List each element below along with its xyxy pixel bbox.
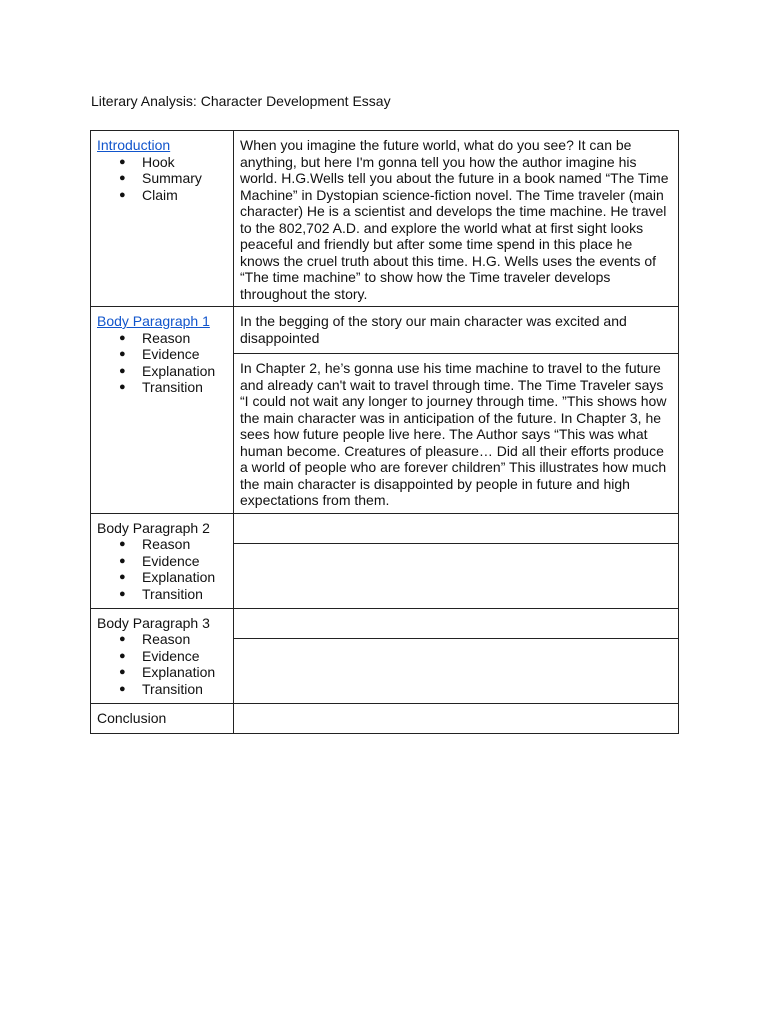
body-paragraph-3-top-cell[interactable] (234, 608, 679, 638)
body-paragraph-2-bottom-cell[interactable] (234, 543, 679, 608)
bullet-transition: ● Transition (119, 379, 229, 396)
bullet-evidence: ● Evidence (119, 553, 229, 570)
bullet-summary: ● Summary (119, 170, 229, 187)
body-paragraph-2-bullet-list (97, 536, 229, 602)
body-paragraph-2-row (91, 513, 679, 543)
conclusion-section-cell (91, 703, 234, 733)
document-title: Literary Analysis: Character Development Essay (91, 93, 391, 109)
introduction-bullet-list (97, 154, 229, 204)
bullet-reason: ● Reason (119, 631, 229, 648)
bullet-transition: ● Transition (119, 586, 229, 603)
bullet-hook: ● Hook (119, 154, 229, 171)
body-paragraph-1-bullet-list (97, 330, 229, 396)
bullet-explanation: ● Explanation (119, 569, 229, 586)
introduction-content-cell[interactable] (234, 131, 679, 307)
body-paragraph-2-section-cell (91, 513, 234, 608)
body-paragraph-1-link[interactable]: Body Paragraph 1 (97, 313, 210, 329)
bullet-evidence: ● Evidence (119, 648, 229, 665)
bullet-evidence: ● Evidence (119, 346, 229, 363)
body-paragraph-1-section-cell (91, 307, 234, 514)
bullet-explanation: ● Explanation (119, 363, 229, 380)
introduction-link[interactable]: Introduction (97, 137, 171, 153)
introduction-row (91, 131, 679, 307)
body-paragraph-3-bullet-list (97, 631, 229, 697)
body-paragraph-3-label: Body Paragraph 3 (97, 614, 210, 631)
conclusion-row (91, 703, 679, 733)
body-paragraph-2-label: Body Paragraph 2 (97, 519, 210, 536)
bullet-claim: ● Claim (119, 187, 229, 204)
body-paragraph-3-bottom-cell[interactable] (234, 638, 679, 703)
essay-outline-table (90, 130, 679, 734)
introduction-text: When you imagine the future world, what do you see? It can be anything, but here I'm gonna tell you how the author imagine his world. H.G.Wells tell you about the future in a book named “The Time Machine” in Dystopian science-fiction novel. The Time traveler (main character) He is a scientist and develops the time machine. He travel to the 802,702 A.D. and explore the world what at first sight looks peaceful and friendly but after some time spend in this place he knows the cruel truth about this time. H.G. Wells uses the events of “The time machine” to show how the Time traveler develops throughout the story. (240, 137, 669, 302)
body-paragraph-3-row (91, 608, 679, 638)
bullet-reason: ● Reason (119, 536, 229, 553)
bullet-transition: ● Transition (119, 681, 229, 698)
body-paragraph-1-row (91, 307, 679, 354)
body-paragraph-3-section-cell (91, 608, 234, 703)
body-paragraph-1-top-text: In the begging of the story our main character was excited and disappointed (240, 313, 627, 346)
body-paragraph-1-bottom-cell[interactable] (234, 354, 679, 514)
body-paragraph-1-top-cell[interactable] (234, 307, 679, 354)
bullet-explanation: ● Explanation (119, 664, 229, 681)
body-paragraph-2-top-cell[interactable] (234, 513, 679, 543)
conclusion-content-cell[interactable] (234, 703, 679, 733)
body-paragraph-1-bottom-text: In Chapter 2, he’s gonna use his time machine to travel to the future and already can't wait to travel through time. The Time Traveler says “I could not wait any longer to journey through time. ”This shows how the main character was in anticipation of the future. In Chapter 3, he sees how future people live here. The Author says “This was what human become. Creatures of pleasure… Did all their efforts produce a world of people who are forever children” This illustrates how much the main character is disappointed by people in future and high expectations from them. (240, 360, 667, 508)
conclusion-label: Conclusion (97, 709, 167, 726)
introduction-section-cell (91, 131, 234, 307)
bullet-reason: ● Reason (119, 330, 229, 347)
